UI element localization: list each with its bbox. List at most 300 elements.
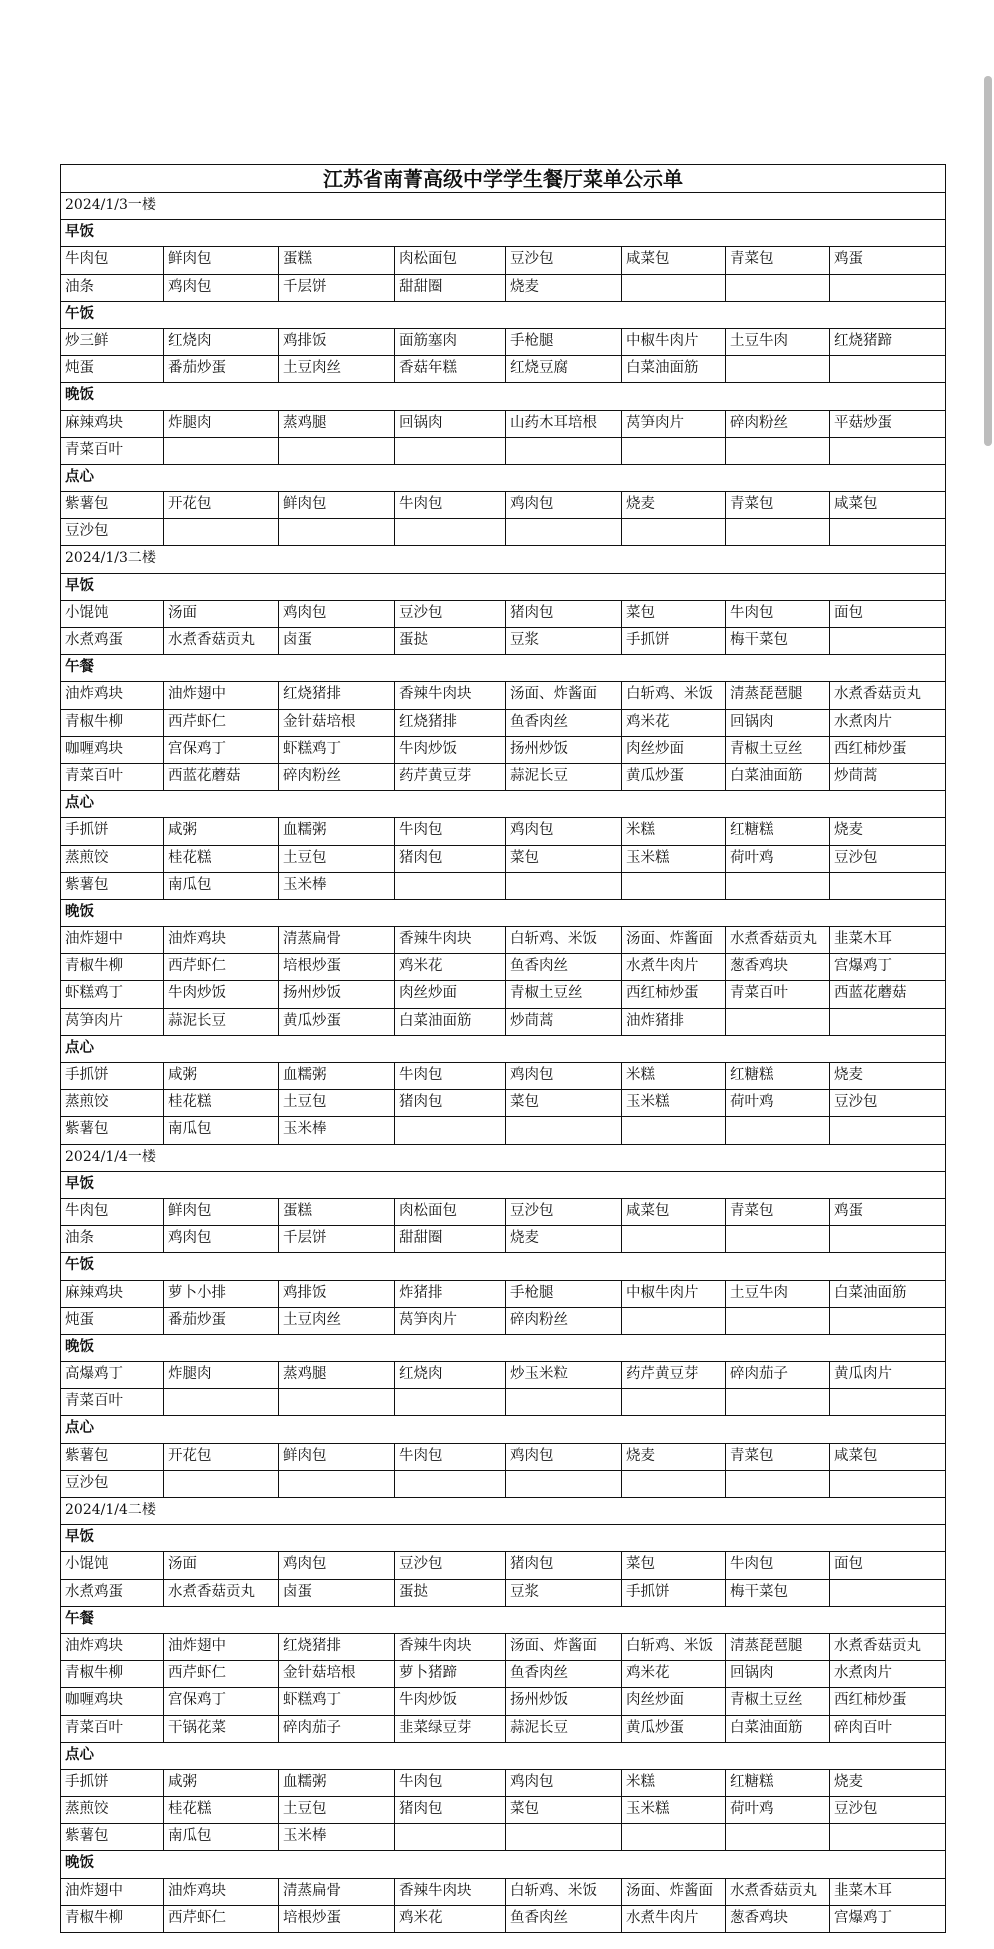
dish-row xyxy=(61,519,945,546)
dish-cell: 血糯粥 xyxy=(279,1063,395,1089)
meal-header-row xyxy=(61,1335,945,1362)
dish-cell: 油炸翅中 xyxy=(164,1634,279,1660)
dish-cell: 水煮香菇贡丸 xyxy=(834,686,921,703)
dish-cell: 牛肉包 xyxy=(395,818,506,844)
dish-row xyxy=(61,438,945,465)
dish-cell: 烧麦 xyxy=(622,492,726,518)
dish-cell: 南瓜包 xyxy=(164,1824,279,1850)
dish-cell xyxy=(395,438,506,464)
dish-cell: 菜包 xyxy=(506,846,622,872)
meal-name: 午饭 xyxy=(65,1257,94,1274)
dish-cell: 中椒牛肉片 xyxy=(622,329,726,355)
date-floor-row xyxy=(61,1145,945,1172)
dish-row xyxy=(61,1580,945,1607)
meal-name: 点心 xyxy=(65,1039,94,1056)
dish-cell: 红烧肉 xyxy=(395,1362,506,1388)
dish-cell: 蒜泥长豆 xyxy=(164,1009,279,1035)
dish-cell: 萝卜小排 xyxy=(164,1281,279,1307)
dish-cell: 汤面、炸酱面 xyxy=(622,1879,726,1905)
dish-cell: 肉丝炒面 xyxy=(395,981,506,1007)
dish-cell: 萝卜猪蹄 xyxy=(395,1661,506,1687)
dish-cell: 清蒸琵琶腿 xyxy=(726,682,830,708)
date-floor-row xyxy=(61,1498,945,1525)
dish-cell: 紫薯包 xyxy=(61,1117,164,1143)
dish-cell: 炒玉米粒 xyxy=(506,1362,622,1388)
dish-cell: 鸡肉包 xyxy=(279,1552,395,1578)
dish-cell xyxy=(830,1471,945,1497)
dish-cell: 咸菜包 xyxy=(622,1199,726,1225)
dish-cell: 汤面 xyxy=(164,1552,279,1578)
dish-cell xyxy=(395,873,506,899)
dish-cell: 西芹虾仁 xyxy=(164,1906,279,1932)
meal-name: 午饭 xyxy=(65,305,94,322)
dish-cell: 青菜百叶 xyxy=(61,764,164,790)
dish-cell: 玉米糕 xyxy=(622,846,726,872)
dish-row xyxy=(61,1090,945,1117)
dish-cell: 鱼香肉丝 xyxy=(506,710,622,736)
dish-cell: 鸡排饭 xyxy=(279,1281,395,1307)
dish-cell xyxy=(164,1389,279,1415)
dish-cell: 油炸鸡块 xyxy=(164,1879,279,1905)
dish-cell: 麻辣鸡块 xyxy=(61,1281,164,1307)
meal-name: 点心 xyxy=(65,1746,94,1763)
dish-cell: 白菜油面筋 xyxy=(395,1009,506,1035)
dish-cell xyxy=(830,438,945,464)
dish-row xyxy=(61,1688,945,1715)
dish-cell: 南瓜包 xyxy=(164,1117,279,1143)
dish-cell: 青菜百叶 xyxy=(61,438,164,464)
dish-cell xyxy=(830,519,945,545)
dish-row xyxy=(61,1117,945,1144)
meal-name: 点心 xyxy=(65,795,94,812)
dish-cell: 鱼香肉丝 xyxy=(506,954,622,980)
dish-cell: 豆沙包 xyxy=(395,1552,506,1578)
dish-cell xyxy=(830,1580,945,1606)
dish-row xyxy=(61,1716,945,1743)
dish-cell: 炸腿肉 xyxy=(164,1362,279,1388)
dish-cell: 青椒土豆丝 xyxy=(726,737,830,763)
dish-cell xyxy=(726,519,830,545)
dish-row xyxy=(61,1308,945,1335)
dish-row xyxy=(61,1471,945,1498)
dish-row xyxy=(61,1797,945,1824)
meal-name: 早饭 xyxy=(65,1175,94,1192)
dish-cell: 炒三鲜 xyxy=(61,329,164,355)
dish-cell: 荷叶鸡 xyxy=(726,1797,830,1823)
dish-cell: 宫爆鸡丁 xyxy=(834,958,892,975)
meal-name: 点心 xyxy=(65,468,94,485)
dish-cell xyxy=(726,873,830,899)
dish-cell: 豆沙包 xyxy=(834,1801,878,1818)
dish-cell xyxy=(506,1117,622,1143)
dish-cell: 韭菜绿豆芽 xyxy=(395,1716,506,1742)
dish-row xyxy=(61,818,945,845)
menu-table xyxy=(60,164,946,1933)
dish-row xyxy=(61,601,945,628)
dish-cell: 白斩鸡、米饭 xyxy=(506,927,622,953)
dish-cell: 红烧肉 xyxy=(164,329,279,355)
dish-cell: 西蓝花蘑菇 xyxy=(164,764,279,790)
dish-row xyxy=(61,764,945,791)
dish-cell: 鸡肉包 xyxy=(164,1226,279,1252)
dish-cell: 红糖糕 xyxy=(726,1063,830,1089)
dish-cell: 咸粥 xyxy=(164,818,279,844)
dish-cell: 番茄炒蛋 xyxy=(164,1308,279,1334)
dish-cell xyxy=(726,1117,830,1143)
dish-cell: 手抓饼 xyxy=(61,1063,164,1089)
dish-cell: 扬州炒饭 xyxy=(279,981,395,1007)
meal-name: 午餐 xyxy=(65,659,94,676)
dish-cell: 油炸猪排 xyxy=(622,1009,726,1035)
scrollbar[interactable] xyxy=(984,76,992,446)
date-floor-label: 2024/1/3二楼 xyxy=(65,550,156,567)
dish-cell: 猪肉包 xyxy=(395,846,506,872)
meal-header-row xyxy=(61,1253,945,1280)
dish-cell: 油炸翅中 xyxy=(61,927,164,953)
dish-cell xyxy=(164,1471,279,1497)
dish-cell: 莴笋肉片 xyxy=(61,1009,164,1035)
meal-header-row xyxy=(61,1525,945,1552)
dish-cell: 水煮香菇贡丸 xyxy=(726,1879,830,1905)
dish-cell xyxy=(830,1389,945,1415)
dish-cell xyxy=(830,356,945,382)
dish-cell: 油条 xyxy=(61,275,164,301)
dish-cell: 牛肉包 xyxy=(395,1063,506,1089)
dish-row xyxy=(61,1634,945,1661)
dish-cell: 咸菜包 xyxy=(622,247,726,273)
dish-row xyxy=(61,846,945,873)
dish-cell: 红糖糕 xyxy=(726,1770,830,1796)
dish-cell: 开花包 xyxy=(164,1444,279,1470)
meal-header-row xyxy=(61,465,945,492)
dish-cell: 肉松面包 xyxy=(395,1199,506,1225)
dish-cell: 油炸翅中 xyxy=(164,682,279,708)
dish-cell: 水煮鸡蛋 xyxy=(61,628,164,654)
dish-cell: 青菜百叶 xyxy=(61,1716,164,1742)
dish-cell: 黄瓜炒蛋 xyxy=(622,1716,726,1742)
dish-cell: 油炸鸡块 xyxy=(61,1634,164,1660)
dish-cell: 猪肉包 xyxy=(506,1552,622,1578)
dish-cell: 西红柿炒蛋 xyxy=(834,1692,907,1709)
dish-cell xyxy=(726,1226,830,1252)
dish-cell: 梅干菜包 xyxy=(726,628,830,654)
dish-cell: 清蒸扁骨 xyxy=(279,927,395,953)
dish-cell: 牛肉包 xyxy=(395,1770,506,1796)
date-floor-row xyxy=(61,546,945,573)
date-floor-row xyxy=(61,193,945,220)
dish-cell: 桂花糕 xyxy=(164,1090,279,1116)
dish-cell: 炒茼蒿 xyxy=(834,767,878,784)
dish-cell xyxy=(395,1471,506,1497)
dish-cell: 鸡肉包 xyxy=(164,275,279,301)
dish-row xyxy=(61,981,945,1008)
dish-row xyxy=(61,1226,945,1253)
dish-row xyxy=(61,492,945,519)
dish-cell: 土豆肉丝 xyxy=(279,1308,395,1334)
dish-cell: 土豆包 xyxy=(279,846,395,872)
dish-cell: 鲜肉包 xyxy=(279,1444,395,1470)
dish-cell: 土豆包 xyxy=(279,1797,395,1823)
dish-cell: 香菇年糕 xyxy=(395,356,506,382)
meal-name: 晚饭 xyxy=(65,903,94,920)
dish-cell xyxy=(279,1471,395,1497)
dish-cell: 菜包 xyxy=(622,1552,726,1578)
dish-cell: 西芹虾仁 xyxy=(164,954,279,980)
dish-cell: 豆沙包 xyxy=(61,1471,164,1497)
dish-cell xyxy=(622,438,726,464)
meal-header-row xyxy=(61,1172,945,1199)
dish-cell: 鸡米花 xyxy=(395,954,506,980)
dish-cell: 桂花糕 xyxy=(164,1797,279,1823)
dish-cell: 甜甜圈 xyxy=(395,1226,506,1252)
dish-cell xyxy=(164,519,279,545)
dish-cell xyxy=(830,873,945,899)
dish-cell xyxy=(726,275,830,301)
dish-cell: 手抓饼 xyxy=(622,1580,726,1606)
dish-cell: 蛋糕 xyxy=(279,247,395,273)
dish-cell: 玉米糕 xyxy=(622,1797,726,1823)
dish-cell: 山药木耳培根 xyxy=(506,411,622,437)
dish-cell: 菜包 xyxy=(622,601,726,627)
dish-cell: 豆沙包 xyxy=(395,601,506,627)
meal-name: 晚饭 xyxy=(65,1855,94,1872)
dish-cell: 麻辣鸡块 xyxy=(61,411,164,437)
dish-cell xyxy=(395,1389,506,1415)
dish-cell: 蛋挞 xyxy=(395,1580,506,1606)
dish-row xyxy=(61,1009,945,1036)
dish-cell: 碎肉茄子 xyxy=(279,1716,395,1742)
dish-cell: 鸡蛋 xyxy=(834,1202,863,1219)
document-title: 江苏省南菁高级中学学生餐厅菜单公示单 xyxy=(61,165,945,193)
date-floor-label: 2024/1/4二楼 xyxy=(65,1502,156,1518)
dish-cell xyxy=(726,1824,830,1850)
dish-cell xyxy=(726,1389,830,1415)
dish-cell: 玉米棒 xyxy=(279,1824,395,1850)
dish-row xyxy=(61,247,945,274)
dish-cell: 牛肉包 xyxy=(61,1199,164,1225)
dish-cell: 蒸鸡腿 xyxy=(279,411,395,437)
dish-cell: 鲜肉包 xyxy=(164,247,279,273)
dish-row xyxy=(61,1552,945,1579)
dish-cell: 菜包 xyxy=(506,1797,622,1823)
dish-cell: 香辣牛肉块 xyxy=(395,1634,506,1660)
dish-cell: 宫爆鸡丁 xyxy=(834,1909,892,1926)
dish-cell: 青菜百叶 xyxy=(726,981,830,1007)
meal-header-row xyxy=(61,1743,945,1770)
dish-row xyxy=(61,1661,945,1688)
dish-cell: 红烧猪排 xyxy=(279,1634,395,1660)
dish-cell: 手枪腿 xyxy=(506,329,622,355)
dish-cell: 蒜泥长豆 xyxy=(506,764,622,790)
dish-cell: 面筋塞肉 xyxy=(395,329,506,355)
dish-cell: 鸡米花 xyxy=(395,1906,506,1932)
dish-row xyxy=(61,1063,945,1090)
dish-cell: 炸猪排 xyxy=(395,1281,506,1307)
dish-cell xyxy=(622,1308,726,1334)
dish-cell: 荷叶鸡 xyxy=(726,1090,830,1116)
dish-cell: 中椒牛肉片 xyxy=(622,1281,726,1307)
dish-cell xyxy=(726,356,830,382)
dish-cell: 油炸翅中 xyxy=(61,1879,164,1905)
meal-name: 晚饭 xyxy=(65,387,94,404)
dish-cell xyxy=(506,519,622,545)
dish-cell xyxy=(506,873,622,899)
dish-cell: 水煮牛肉片 xyxy=(622,1906,726,1932)
dish-cell: 平菇炒蛋 xyxy=(834,414,892,431)
dish-cell: 土豆肉丝 xyxy=(279,356,395,382)
dish-cell: 紫薯包 xyxy=(61,492,164,518)
meal-header-row xyxy=(61,220,945,247)
dish-cell: 碎肉茄子 xyxy=(726,1362,830,1388)
dish-cell: 蒜泥长豆 xyxy=(506,1716,622,1742)
dish-cell: 荷叶鸡 xyxy=(726,846,830,872)
dish-cell: 烧麦 xyxy=(834,1773,863,1790)
dish-cell: 回锅肉 xyxy=(726,1661,830,1687)
dish-cell: 咖喱鸡块 xyxy=(61,1688,164,1714)
dish-row xyxy=(61,329,945,356)
dish-cell: 碎肉百叶 xyxy=(834,1719,892,1736)
dish-cell: 咸菜包 xyxy=(834,496,878,513)
dish-cell: 蛋糕 xyxy=(279,1199,395,1225)
dish-row xyxy=(61,1879,945,1906)
dish-cell: 水煮鸡蛋 xyxy=(61,1580,164,1606)
dish-cell: 牛肉包 xyxy=(395,492,506,518)
dish-cell xyxy=(622,1117,726,1143)
meal-header-row xyxy=(61,574,945,601)
dish-cell xyxy=(395,1824,506,1850)
dish-cell: 水煮牛肉片 xyxy=(622,954,726,980)
dish-cell: 油条 xyxy=(61,1226,164,1252)
dish-cell: 牛肉包 xyxy=(61,247,164,273)
dish-cell xyxy=(726,1308,830,1334)
dish-cell: 烧麦 xyxy=(506,1226,622,1252)
dish-row xyxy=(61,1770,945,1797)
dish-cell: 血糯粥 xyxy=(279,818,395,844)
dish-cell: 开花包 xyxy=(164,492,279,518)
dish-cell: 千层饼 xyxy=(279,275,395,301)
dish-cell xyxy=(622,1226,726,1252)
dish-row xyxy=(61,737,945,764)
dish-cell: 干锅花菜 xyxy=(164,1716,279,1742)
dish-cell: 烧麦 xyxy=(834,822,863,839)
dish-cell: 青菜包 xyxy=(726,1444,830,1470)
dish-cell: 肉丝炒面 xyxy=(622,737,726,763)
dish-cell: 鸡肉包 xyxy=(506,492,622,518)
dish-cell xyxy=(830,1226,945,1252)
meal-header-row xyxy=(61,1036,945,1063)
dish-cell: 土豆牛肉 xyxy=(726,1281,830,1307)
dish-cell xyxy=(506,1471,622,1497)
dish-cell: 蒸煎饺 xyxy=(61,1797,164,1823)
meal-header-row xyxy=(61,302,945,329)
dish-cell: 水煮香菇贡丸 xyxy=(164,628,279,654)
dish-cell: 鸡肉包 xyxy=(506,1063,622,1089)
dish-cell: 土豆包 xyxy=(279,1090,395,1116)
dish-cell: 香辣牛肉块 xyxy=(395,927,506,953)
dish-cell: 汤面、炸酱面 xyxy=(506,1634,622,1660)
meal-header-row xyxy=(61,900,945,927)
dish-cell: 卤蛋 xyxy=(279,1580,395,1606)
dish-cell: 鸡肉包 xyxy=(506,818,622,844)
dish-cell: 牛肉炒饭 xyxy=(164,981,279,1007)
dish-cell: 莴笋肉片 xyxy=(395,1308,506,1334)
dish-cell xyxy=(726,1009,830,1035)
date-floor-label: 2024/1/4一楼 xyxy=(65,1148,156,1165)
dish-cell: 豆沙包 xyxy=(506,1199,622,1225)
dish-cell: 猪肉包 xyxy=(506,601,622,627)
dish-row xyxy=(61,927,945,954)
dish-cell: 青椒牛柳 xyxy=(61,1906,164,1932)
dish-row xyxy=(61,1824,945,1851)
dish-cell: 青菜百叶 xyxy=(61,1389,164,1415)
dish-cell: 炖蛋 xyxy=(61,356,164,382)
meal-name: 晚饭 xyxy=(65,1338,94,1355)
dish-cell: 青菜包 xyxy=(726,492,830,518)
meal-name: 早饭 xyxy=(65,1529,94,1546)
dish-cell: 红烧猪排 xyxy=(279,682,395,708)
dish-cell: 咸菜包 xyxy=(834,1447,878,1464)
dish-cell: 培根炒蛋 xyxy=(279,954,395,980)
dish-cell: 鱼香肉丝 xyxy=(506,1906,622,1932)
dish-cell: 红糖糕 xyxy=(726,818,830,844)
dish-cell: 肉丝炒面 xyxy=(622,1688,726,1714)
dish-cell: 水煮香菇贡丸 xyxy=(726,927,830,953)
meal-name: 早饭 xyxy=(65,577,94,594)
dish-cell xyxy=(830,275,945,301)
dish-cell: 牛肉炒饭 xyxy=(395,1688,506,1714)
dish-cell: 白斩鸡、米饭 xyxy=(506,1879,622,1905)
dish-cell: 油炸鸡块 xyxy=(61,682,164,708)
meal-header-row xyxy=(61,655,945,682)
dish-cell: 鸡肉包 xyxy=(506,1444,622,1470)
dish-cell: 碎肉粉丝 xyxy=(506,1308,622,1334)
dish-cell: 鱼香肉丝 xyxy=(506,1661,622,1687)
dish-cell: 鸡排饭 xyxy=(279,329,395,355)
dish-cell: 葱香鸡块 xyxy=(726,954,830,980)
dish-cell: 白菜油面筋 xyxy=(726,764,830,790)
meal-header-row xyxy=(61,1607,945,1634)
dish-cell xyxy=(506,1389,622,1415)
dish-cell: 金针菇培根 xyxy=(279,710,395,736)
dish-cell: 宫保鸡丁 xyxy=(164,1688,279,1714)
dish-cell: 培根炒蛋 xyxy=(279,1906,395,1932)
dish-cell xyxy=(830,1824,945,1850)
dish-cell: 鸡米花 xyxy=(622,710,726,736)
dish-cell: 咖喱鸡块 xyxy=(61,737,164,763)
dish-cell: 手抓饼 xyxy=(61,818,164,844)
dish-cell: 白菜油面筋 xyxy=(834,1284,907,1301)
dish-cell xyxy=(830,1308,945,1334)
dish-row xyxy=(61,954,945,981)
dish-cell: 甜甜圈 xyxy=(395,275,506,301)
dish-cell: 米糕 xyxy=(622,1063,726,1089)
dish-row xyxy=(61,1389,945,1416)
dish-cell: 蒸煎饺 xyxy=(61,1090,164,1116)
dish-cell: 黄瓜炒蛋 xyxy=(279,1009,395,1035)
dish-cell: 鸡肉包 xyxy=(506,1770,622,1796)
dish-cell: 豆浆 xyxy=(506,1580,622,1606)
dish-row xyxy=(61,356,945,383)
dish-cell: 韭菜木耳 xyxy=(834,1882,892,1899)
dish-cell xyxy=(830,1009,945,1035)
dish-row xyxy=(61,873,945,900)
dish-cell: 土豆牛肉 xyxy=(726,329,830,355)
dish-cell: 清蒸琵琶腿 xyxy=(726,1634,830,1660)
dish-cell: 青菜包 xyxy=(726,247,830,273)
scrollbar-thumb[interactable] xyxy=(984,76,992,446)
dish-cell: 豆沙包 xyxy=(834,1094,878,1111)
dish-cell xyxy=(622,1471,726,1497)
